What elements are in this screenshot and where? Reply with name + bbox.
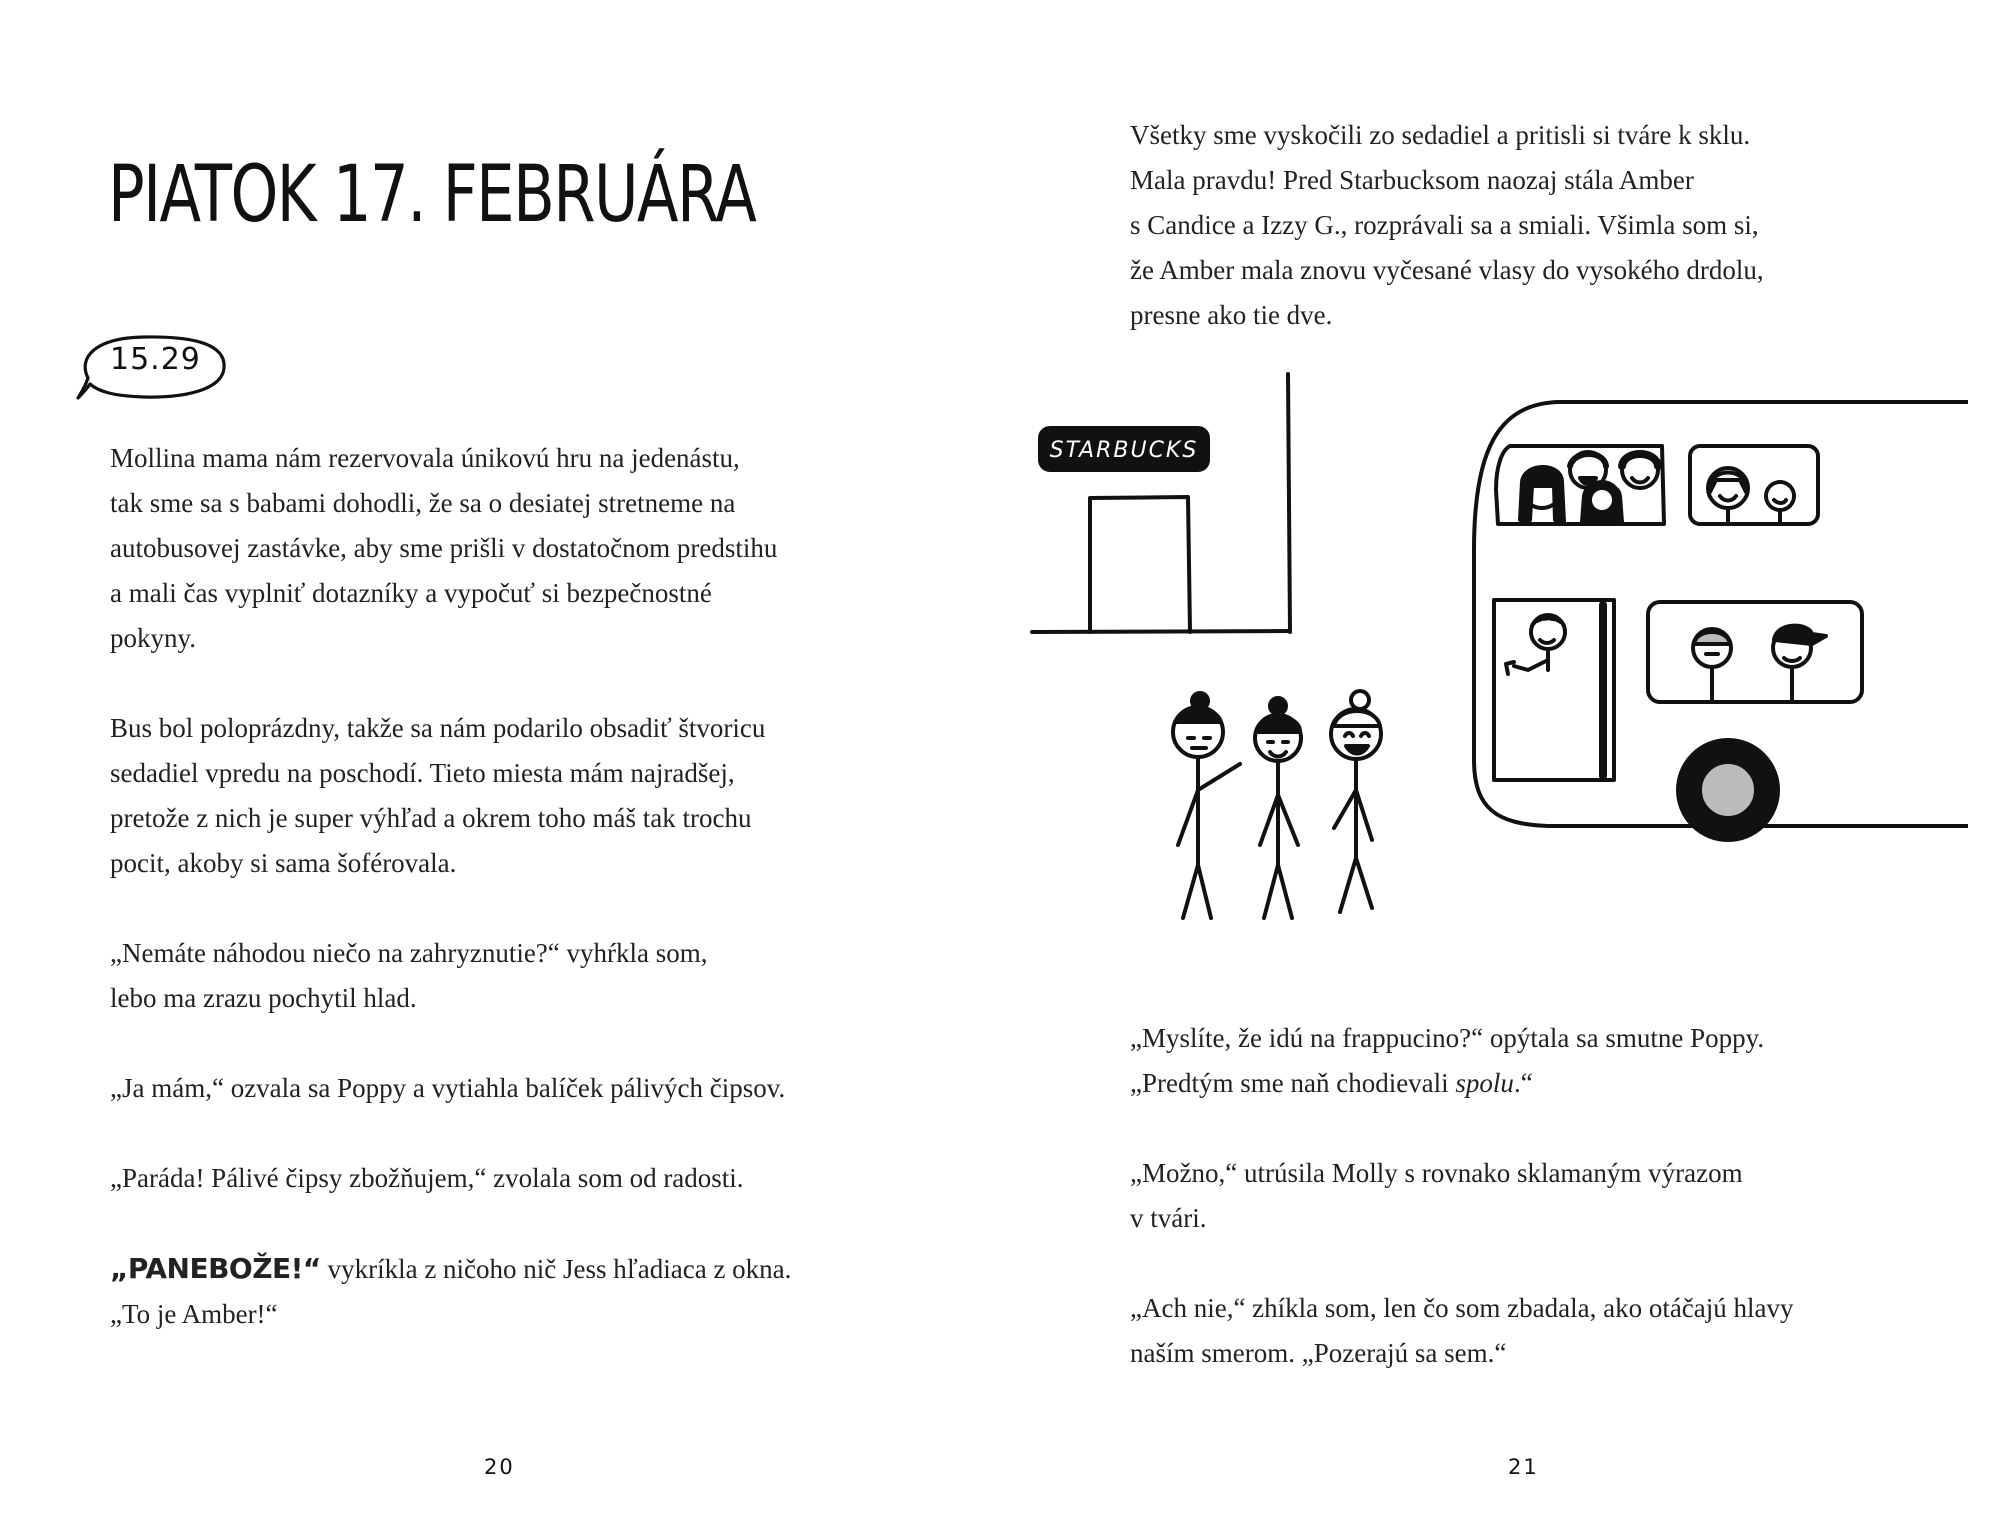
time-badge xyxy=(74,328,226,398)
girl-2 xyxy=(1255,698,1301,918)
page-number: 20 xyxy=(484,1455,515,1479)
exclamation-text: „PANEBOŽE!“ xyxy=(110,1252,321,1285)
emphasis-text: spolu xyxy=(1455,1068,1514,1098)
time-badge-text: 15.29 xyxy=(110,342,201,377)
text-line: pretože z nich je super výhľad a okrem toho máš tak trochu xyxy=(110,803,752,833)
paragraph-5 xyxy=(110,1156,930,1201)
bus-stop-illustration xyxy=(1028,370,1968,950)
text-fragment: .“ xyxy=(1513,1068,1533,1098)
text-line: „Myslíte, že idú na frappucino?“ opýtala sa smutne Poppy. xyxy=(1130,1023,1765,1053)
text-line: „Paráda! Pálivé čipsy zbožňujem,“ zvolala som od radosti. xyxy=(110,1163,744,1193)
text-line: s Candice a Izzy G., rozprávali sa a smiali. Všimla som si, xyxy=(1130,210,1759,240)
text-line: „Nemáte náhodou niečo na zahryznutie?“ vyhŕkla som, xyxy=(110,938,708,968)
paragraph-2 xyxy=(110,706,930,886)
text-line: „Ach nie,“ zhíkla som, len čo som zbadala, ako otáčajú hlavy xyxy=(1130,1293,1794,1323)
text-line: pokyny. xyxy=(110,623,196,653)
text-line: sedadiel vpredu na poschodí. Tieto miesta mám najradšej, xyxy=(110,758,735,788)
girl-1 xyxy=(1173,693,1240,918)
text-line: naším smerom. „Pozerajú sa sem.“ xyxy=(1130,1338,1507,1368)
paragraph-1 xyxy=(1130,113,1970,338)
paragraph-3 xyxy=(1130,1151,1970,1241)
chapter-title: PIATOK 17. FEBRUÁRA xyxy=(108,150,756,240)
paragraph-4 xyxy=(110,1066,930,1111)
text-line: že Amber mala znovu vyčesané vlasy do vysokého drdolu, xyxy=(1130,255,1764,285)
paragraph-4 xyxy=(1130,1286,1970,1376)
text-line: „Ja mám,“ ozvala sa Poppy a vytiahla balíček pálivých čipsov. xyxy=(110,1073,786,1103)
text-fragment: vykríkla z ničoho nič Jess hľadiaca z okna. xyxy=(320,1254,792,1284)
text-line: v tvári. xyxy=(1130,1203,1207,1233)
starbucks-building xyxy=(1032,374,1290,632)
double-decker-bus xyxy=(1474,402,1968,840)
text-line: Všetky sme vyskočili zo sedadiel a pritisli si tváre k sklu. xyxy=(1130,120,1751,150)
paragraph-2 xyxy=(1130,1016,1970,1106)
text-line: „To je Amber!“ xyxy=(110,1299,278,1329)
text-line: presne ako tie dve. xyxy=(1130,300,1333,330)
girl-3 xyxy=(1331,691,1381,912)
text-line: autobusovej zastávke, aby sme prišli v dostatočnom predstihu xyxy=(110,533,778,563)
text-line xyxy=(1130,1061,1970,1106)
text-fragment: „Predtým sme naň chodievali xyxy=(1130,1068,1456,1098)
starbucks-sign xyxy=(1040,428,1208,470)
text-line: Mala pravdu! Pred Starbucksom naozaj stála Amber xyxy=(1130,165,1694,195)
paragraph-6 xyxy=(110,1246,930,1337)
starbucks-sign-text: STARBUCKS xyxy=(1049,438,1199,463)
text-line: lebo ma zrazu pochytil hlad. xyxy=(110,983,417,1013)
paragraph-3 xyxy=(110,931,930,1021)
text-line: pocit, akoby si sama šoférovala. xyxy=(110,848,457,878)
page-number: 21 xyxy=(1508,1455,1539,1479)
text-line: „Možno,“ utrúsila Molly s rovnako sklamaným výrazom xyxy=(1130,1158,1743,1188)
text-line: Mollina mama nám rezervovala únikovú hru na jedenástu, xyxy=(110,443,740,473)
paragraph-1 xyxy=(110,436,930,661)
text-line: Bus bol poloprázdny, takže sa nám podarilo obsadiť štvoricu xyxy=(110,713,766,743)
text-line: tak sme sa s babami dohodli, že sa o desiatej stretneme na xyxy=(110,488,736,518)
text-line: a mali čas vyplniť dotazníky a vypočuť si bezpečnostné xyxy=(110,578,712,608)
text-line xyxy=(110,1246,930,1292)
